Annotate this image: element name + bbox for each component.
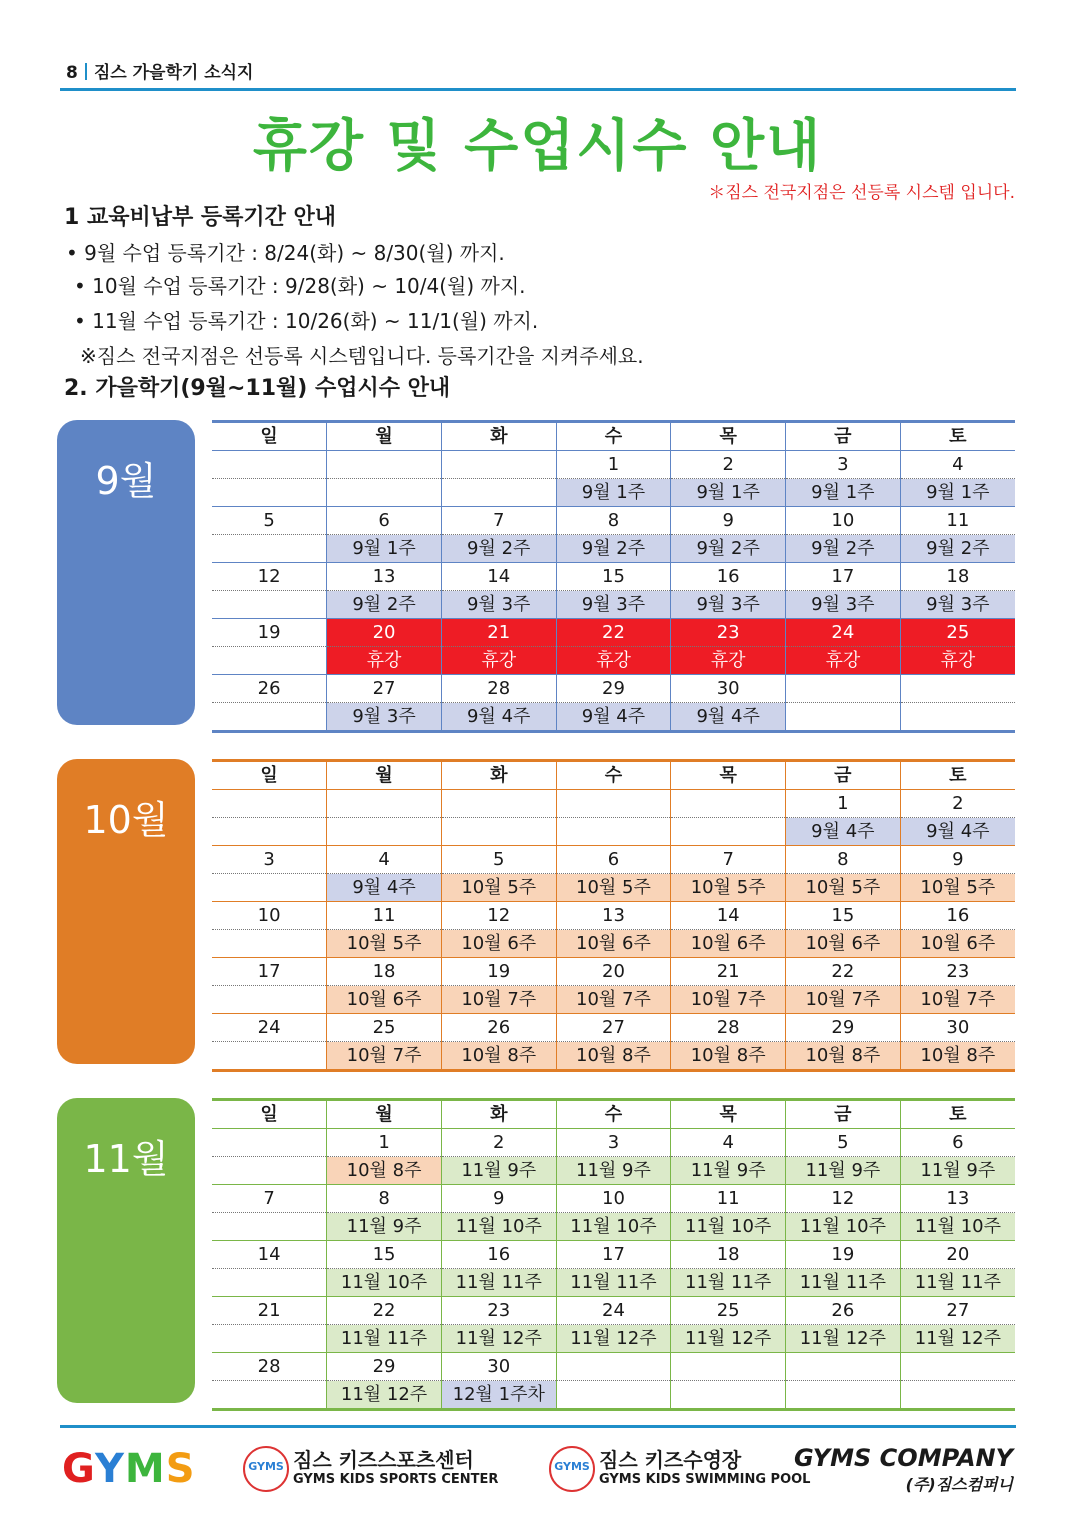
- day-number: [327, 790, 442, 818]
- day-number: 14: [671, 902, 786, 930]
- sports-center-badge: GYMS: [243, 1446, 289, 1492]
- session-label: 9월 1주: [786, 479, 901, 507]
- session-label: 11월 12주: [441, 1325, 556, 1353]
- session-label: 9월 3주: [671, 591, 786, 619]
- session-label: [212, 1157, 327, 1185]
- session-label: 휴강: [327, 647, 442, 675]
- day-number: 21: [212, 1297, 327, 1325]
- session-label: 11월 12주: [556, 1325, 671, 1353]
- session-label: [327, 479, 442, 507]
- weekday-header: 월: [327, 422, 442, 451]
- day-number: 24: [786, 619, 901, 647]
- header-divider: [85, 63, 87, 80]
- session-label: 11월 10주: [671, 1213, 786, 1241]
- session-label: [212, 1213, 327, 1241]
- session-label: [556, 818, 671, 846]
- session-label: [441, 479, 556, 507]
- day-number: 5: [212, 507, 327, 535]
- weekday-header: 수: [556, 761, 671, 790]
- weekday-header: 금: [786, 1100, 901, 1129]
- brand-swimming-pool: [549, 1438, 811, 1504]
- session-label: 11월 10주: [556, 1213, 671, 1241]
- day-number: 12: [212, 563, 327, 591]
- day-number: [900, 1353, 1015, 1381]
- day-number: 15: [786, 902, 901, 930]
- day-number: 25: [671, 1297, 786, 1325]
- session-label: 10월 7주: [671, 986, 786, 1014]
- month-label: 11월: [83, 1137, 169, 1181]
- day-number: 22: [786, 958, 901, 986]
- weekday-header: 월: [327, 761, 442, 790]
- day-number: 28: [441, 675, 556, 703]
- day-number: [441, 451, 556, 479]
- session-label: 10월 6주: [441, 930, 556, 958]
- day-number: 23: [900, 958, 1015, 986]
- day-number: [212, 451, 327, 479]
- session-label: 9월 1주: [556, 479, 671, 507]
- day-number: 1: [327, 1129, 442, 1157]
- day-number: 4: [327, 846, 442, 874]
- day-number: 28: [671, 1014, 786, 1042]
- weekday-header: 일: [212, 1100, 327, 1129]
- day-number: 26: [212, 675, 327, 703]
- session-label: 10월 8주: [671, 1042, 786, 1071]
- day-number: [786, 1353, 901, 1381]
- day-number: 10: [212, 902, 327, 930]
- weekday-header: 금: [786, 422, 901, 451]
- day-number: 17: [212, 958, 327, 986]
- session-label: 11월 11주: [327, 1325, 442, 1353]
- session-label: 휴강: [671, 647, 786, 675]
- session-label: 9월 1주: [900, 479, 1015, 507]
- day-number: 11: [900, 507, 1015, 535]
- day-number: 17: [556, 1241, 671, 1269]
- company-name-en: GYMS COMPANY: [794, 1444, 1013, 1472]
- session-label: 11월 12주: [671, 1325, 786, 1353]
- day-number: 19: [441, 958, 556, 986]
- swimming-pool-name: 짐스 키즈수영장: [599, 1448, 742, 1472]
- session-label: 11월 9주: [671, 1157, 786, 1185]
- session-label: 10월 5주: [786, 874, 901, 902]
- session-label: 10월 7주: [556, 986, 671, 1014]
- session-label: [212, 1042, 327, 1071]
- month-badge-oct: [57, 759, 195, 1064]
- session-label: [671, 1381, 786, 1410]
- session-label: 9월 4주: [441, 703, 556, 732]
- month-badge-nov: [57, 1098, 195, 1403]
- session-label: 11월 12주: [900, 1325, 1015, 1353]
- month-label: 10월: [83, 798, 169, 842]
- day-number: 26: [786, 1297, 901, 1325]
- session-label: [441, 818, 556, 846]
- calendar-nov: [212, 1098, 1015, 1411]
- day-number: [441, 790, 556, 818]
- session-label: 11월 9주: [441, 1157, 556, 1185]
- session-label: 11월 9주: [786, 1157, 901, 1185]
- day-number: 14: [441, 563, 556, 591]
- session-label: 10월 8주: [327, 1157, 442, 1185]
- day-number: 3: [212, 846, 327, 874]
- day-number: [556, 790, 671, 818]
- day-number: 7: [212, 1185, 327, 1213]
- day-number: 1: [556, 451, 671, 479]
- day-number: 8: [556, 507, 671, 535]
- registration-line: • 11월 수업 등록기간 : 10/26(화) ~ 11/1(월) 까지.: [74, 309, 539, 333]
- session-label: 9월 3주: [556, 591, 671, 619]
- session-label: [327, 818, 442, 846]
- page-number: 8: [66, 63, 78, 83]
- day-number: 18: [900, 563, 1015, 591]
- session-label: 10월 6주: [671, 930, 786, 958]
- day-number: [212, 790, 327, 818]
- swimming-pool-badge: GYMS: [549, 1446, 595, 1492]
- session-label: 10월 8주: [900, 1042, 1015, 1071]
- session-label: 11월 11주: [786, 1269, 901, 1297]
- session-label: [212, 986, 327, 1014]
- session-label: 9월 2주: [786, 535, 901, 563]
- session-label: 11월 9주: [900, 1157, 1015, 1185]
- registration-line: • 9월 수업 등록기간 : 8/24(화) ~ 8/30(월) 까지.: [66, 241, 505, 265]
- session-label: 9월 2주: [327, 591, 442, 619]
- company-name-ko: (주)짐스컴퍼니: [905, 1475, 1013, 1494]
- day-number: 9: [441, 1185, 556, 1213]
- day-number: 14: [212, 1241, 327, 1269]
- day-number: 16: [671, 563, 786, 591]
- weekday-header: 월: [327, 1100, 442, 1129]
- session-label: [900, 1381, 1015, 1410]
- day-number: 12: [786, 1185, 901, 1213]
- session-label: [212, 703, 327, 732]
- session-label: 11월 11주: [556, 1269, 671, 1297]
- day-number: 18: [671, 1241, 786, 1269]
- weekday-header: 화: [441, 1100, 556, 1129]
- day-number: 20: [900, 1241, 1015, 1269]
- session-label: 10월 8주: [441, 1042, 556, 1071]
- day-number: [556, 1353, 671, 1381]
- session-label: [212, 591, 327, 619]
- session-label: [900, 703, 1015, 732]
- day-number: 2: [441, 1129, 556, 1157]
- session-label: 9월 2주: [556, 535, 671, 563]
- day-number: 9: [900, 846, 1015, 874]
- session-label: [212, 479, 327, 507]
- weekday-header: 목: [671, 761, 786, 790]
- session-label: 11월 10주: [441, 1213, 556, 1241]
- session-label: [212, 874, 327, 902]
- session-label: 휴강: [441, 647, 556, 675]
- day-number: 23: [441, 1297, 556, 1325]
- session-label: 11월 11주: [441, 1269, 556, 1297]
- registration-notice: ※짐스 전국지점은 선등록 시스템입니다. 등록기간을 지켜주세요.: [80, 344, 644, 368]
- session-label: 10월 7주: [441, 986, 556, 1014]
- day-number: 15: [556, 563, 671, 591]
- session-label: 9월 4주: [671, 703, 786, 732]
- day-number: 8: [786, 846, 901, 874]
- page-header: [66, 58, 253, 83]
- weekday-header: 화: [441, 422, 556, 451]
- day-number: 2: [900, 790, 1015, 818]
- day-number: [671, 1353, 786, 1381]
- day-number: 23: [671, 619, 786, 647]
- session-label: [786, 1381, 901, 1410]
- footer: [0, 1438, 1075, 1508]
- section2-heading: 2. 가을학기(9월~11월) 수업시수 안내: [64, 376, 451, 401]
- day-number: 7: [441, 507, 556, 535]
- day-number: 29: [556, 675, 671, 703]
- session-label: 9월 2주: [900, 535, 1015, 563]
- session-label: 10월 5주: [441, 874, 556, 902]
- session-label: [212, 535, 327, 563]
- day-number: 15: [327, 1241, 442, 1269]
- session-label: 10월 6주: [900, 930, 1015, 958]
- weekday-header: 화: [441, 761, 556, 790]
- sports-center-name: 짐스 키즈스포츠센터: [293, 1448, 474, 1472]
- day-number: 29: [327, 1353, 442, 1381]
- session-label: [212, 1269, 327, 1297]
- day-number: 12: [441, 902, 556, 930]
- session-label: 10월 6주: [327, 986, 442, 1014]
- day-number: [327, 451, 442, 479]
- weekday-header: 토: [900, 1100, 1015, 1129]
- session-label: 11월 10주: [900, 1213, 1015, 1241]
- weekday-header: 수: [556, 1100, 671, 1129]
- section1-heading: 1 교육비납부 등록기간 안내: [64, 205, 337, 230]
- weekday-header: 금: [786, 761, 901, 790]
- day-number: 7: [671, 846, 786, 874]
- weekday-header: 토: [900, 761, 1015, 790]
- calendar-oct: [212, 759, 1015, 1072]
- day-number: [671, 790, 786, 818]
- day-number: 27: [556, 1014, 671, 1042]
- session-label: 10월 5주: [900, 874, 1015, 902]
- weekday-header: 목: [671, 422, 786, 451]
- day-number: 22: [327, 1297, 442, 1325]
- day-number: 4: [900, 451, 1015, 479]
- day-number: 27: [327, 675, 442, 703]
- session-label: [212, 1381, 327, 1410]
- day-number: 27: [900, 1297, 1015, 1325]
- session-label: 10월 8주: [556, 1042, 671, 1071]
- day-number: 24: [556, 1297, 671, 1325]
- session-label: 9월 1주: [327, 535, 442, 563]
- month-label: 9월: [95, 459, 157, 503]
- session-label: 11월 10주: [327, 1269, 442, 1297]
- day-number: 30: [671, 675, 786, 703]
- company-name: [794, 1444, 1013, 1495]
- session-label: [671, 818, 786, 846]
- day-number: 17: [786, 563, 901, 591]
- registration-line: • 10월 수업 등록기간 : 9/28(화) ~ 10/4(월) 까지.: [74, 274, 526, 298]
- session-label: [556, 1381, 671, 1410]
- day-number: 21: [441, 619, 556, 647]
- footer-rule: [60, 1425, 1016, 1428]
- day-number: 25: [327, 1014, 442, 1042]
- day-number: [786, 675, 901, 703]
- day-number: 8: [327, 1185, 442, 1213]
- day-number: 22: [556, 619, 671, 647]
- day-number: 20: [556, 958, 671, 986]
- session-label: 11월 12주: [786, 1325, 901, 1353]
- day-number: 18: [327, 958, 442, 986]
- day-number: 13: [900, 1185, 1015, 1213]
- month-badge-sep: [57, 420, 195, 725]
- session-label: 9월 4주: [786, 818, 901, 846]
- swimming-pool-name-en: GYMS KIDS SWIMMING POOL: [599, 1472, 811, 1487]
- session-label: 10월 7주: [786, 986, 901, 1014]
- day-number: 1: [786, 790, 901, 818]
- day-number: 24: [212, 1014, 327, 1042]
- session-label: 9월 4주: [900, 818, 1015, 846]
- session-label: [212, 1325, 327, 1353]
- session-label: 9월 4주: [556, 703, 671, 732]
- session-label: [212, 930, 327, 958]
- session-label: 10월 6주: [786, 930, 901, 958]
- sports-center-name-en: GYMS KIDS SPORTS CENTER: [293, 1472, 499, 1487]
- session-label: 9월 3주: [786, 591, 901, 619]
- session-label: 10월 7주: [900, 986, 1015, 1014]
- weekday-header: 수: [556, 422, 671, 451]
- session-label: 11월 12주: [327, 1381, 442, 1410]
- day-number: 11: [327, 902, 442, 930]
- day-number: 16: [441, 1241, 556, 1269]
- day-number: 13: [327, 563, 442, 591]
- session-label: 9월 3주: [441, 591, 556, 619]
- day-number: 10: [556, 1185, 671, 1213]
- weekday-header: 일: [212, 422, 327, 451]
- session-label: 9월 3주: [900, 591, 1015, 619]
- day-number: 26: [441, 1014, 556, 1042]
- day-number: 6: [900, 1129, 1015, 1157]
- day-number: 20: [327, 619, 442, 647]
- session-label: 10월 5주: [556, 874, 671, 902]
- day-number: 13: [556, 902, 671, 930]
- session-label: 9월 2주: [671, 535, 786, 563]
- day-number: 19: [212, 619, 327, 647]
- session-label: 12월 1주차: [441, 1381, 556, 1410]
- day-number: 16: [900, 902, 1015, 930]
- weekday-header: 일: [212, 761, 327, 790]
- day-number: 2: [671, 451, 786, 479]
- session-label: 10월 7주: [327, 1042, 442, 1071]
- day-number: 6: [556, 846, 671, 874]
- newsletter-title: 짐스 가을학기 소식지: [93, 63, 254, 83]
- day-number: 4: [671, 1129, 786, 1157]
- calendar-sep: [212, 420, 1015, 733]
- day-number: 9: [671, 507, 786, 535]
- session-label: 10월 8주: [786, 1042, 901, 1071]
- day-number: 21: [671, 958, 786, 986]
- session-label: 9월 1주: [671, 479, 786, 507]
- session-label: 9월 4주: [327, 874, 442, 902]
- day-number: 29: [786, 1014, 901, 1042]
- session-label: 휴강: [786, 647, 901, 675]
- day-number: 10: [786, 507, 901, 535]
- day-number: 25: [900, 619, 1015, 647]
- day-number: 5: [786, 1129, 901, 1157]
- session-label: 11월 9주: [556, 1157, 671, 1185]
- session-label: 11월 9주: [327, 1213, 442, 1241]
- preregistration-note: ＊짐스 전국지점은 선등록 시스템 입니다.: [708, 183, 1015, 203]
- day-number: 6: [327, 507, 442, 535]
- session-label: 10월 5주: [327, 930, 442, 958]
- day-number: [212, 1129, 327, 1157]
- header-rule: [60, 88, 1016, 91]
- day-number: 5: [441, 846, 556, 874]
- day-number: 11: [671, 1185, 786, 1213]
- session-label: 11월 11주: [900, 1269, 1015, 1297]
- session-label: 10월 6주: [556, 930, 671, 958]
- session-label: [212, 647, 327, 675]
- session-label: 휴강: [556, 647, 671, 675]
- day-number: [900, 675, 1015, 703]
- session-label: 10월 5주: [671, 874, 786, 902]
- day-number: 30: [900, 1014, 1015, 1042]
- day-number: 19: [786, 1241, 901, 1269]
- day-number: 30: [441, 1353, 556, 1381]
- day-number: 3: [786, 451, 901, 479]
- page-title: 휴강 및 수업시수 안내: [252, 114, 823, 179]
- weekday-header: 목: [671, 1100, 786, 1129]
- session-label: [786, 703, 901, 732]
- day-number: 28: [212, 1353, 327, 1381]
- session-label: 11월 10주: [786, 1213, 901, 1241]
- gyms-logo: GYMS: [62, 1446, 196, 1492]
- day-number: 3: [556, 1129, 671, 1157]
- session-label: 9월 2주: [441, 535, 556, 563]
- weekday-header: 토: [900, 422, 1015, 451]
- session-label: 9월 3주: [327, 703, 442, 732]
- session-label: [212, 818, 327, 846]
- session-label: 11월 11주: [671, 1269, 786, 1297]
- brand-sports-center: [243, 1438, 503, 1504]
- session-label: 휴강: [900, 647, 1015, 675]
